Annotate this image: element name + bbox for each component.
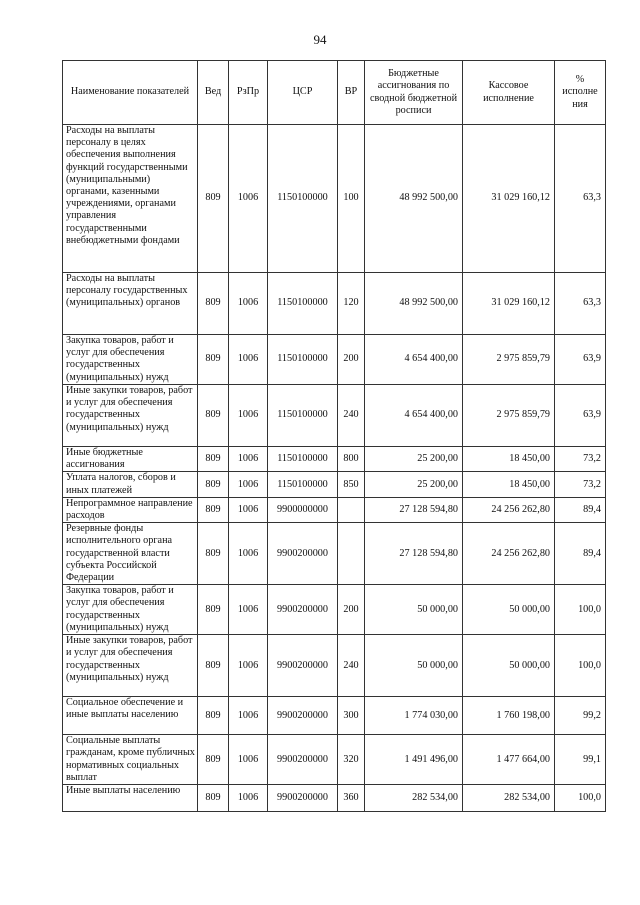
row-name: Иные бюджетные ассигнования [63, 447, 198, 472]
row-ved: 809 [198, 125, 229, 273]
row-csr: 9900200000 [268, 635, 338, 697]
row-cash: 2 975 859,79 [463, 385, 555, 447]
row-csr: 9900200000 [268, 523, 338, 585]
row-csr: 9900200000 [268, 785, 338, 812]
row-cash: 1 477 664,00 [463, 735, 555, 785]
row-vr: 120 [338, 273, 365, 335]
row-assignments: 27 128 594,80 [365, 497, 463, 522]
row-name: Расходы на выплаты персоналу государственных (муниципальных) органов [63, 273, 198, 335]
row-name: Резервные фонды исполнительного органа государственной власти субъекта Российской Федерации [63, 523, 198, 585]
row-rzpr: 1006 [229, 735, 268, 785]
table-row [63, 697, 606, 735]
row-name: Закупка товаров, работ и услуг для обеспечения государственных (муниципальных) нужд [63, 585, 198, 635]
page-number: 94 [313, 32, 327, 47]
row-percent: 99,2 [555, 697, 606, 735]
row-csr: 9900000000 [268, 497, 338, 522]
row-cash: 31 029 160,12 [463, 125, 555, 273]
table-row [63, 523, 606, 585]
row-cash: 18 450,00 [463, 472, 555, 497]
header-percent: % исполне ния [555, 61, 606, 125]
row-vr: 200 [338, 585, 365, 635]
row-percent: 63,3 [555, 125, 606, 273]
row-ved: 809 [198, 523, 229, 585]
row-rzpr: 1006 [229, 523, 268, 585]
row-rzpr: 1006 [229, 635, 268, 697]
row-percent: 73,2 [555, 447, 606, 472]
table-row [63, 635, 606, 697]
header-name: Наименование показателей [63, 61, 198, 125]
row-percent: 99,1 [555, 735, 606, 785]
row-assignments: 1 774 030,00 [365, 697, 463, 735]
row-rzpr: 1006 [229, 785, 268, 812]
row-rzpr: 1006 [229, 273, 268, 335]
row-percent: 73,2 [555, 472, 606, 497]
row-cash: 31 029 160,12 [463, 273, 555, 335]
row-cash: 282 534,00 [463, 785, 555, 812]
table-row [63, 447, 606, 472]
row-assignments: 4 654 400,00 [365, 335, 463, 385]
row-name: Закупка товаров, работ и услуг для обеспечения государственных (муниципальных) нужд [63, 335, 198, 385]
row-csr: 1150100000 [268, 335, 338, 385]
row-name: Социальные выплаты гражданам, кроме публичных нормативных социальных выплат [63, 735, 198, 785]
row-ved: 809 [198, 273, 229, 335]
row-vr: 850 [338, 472, 365, 497]
row-rzpr: 1006 [229, 697, 268, 735]
row-ved: 809 [198, 635, 229, 697]
row-csr: 1150100000 [268, 385, 338, 447]
row-assignments: 50 000,00 [365, 635, 463, 697]
row-assignments: 25 200,00 [365, 447, 463, 472]
row-rzpr: 1006 [229, 335, 268, 385]
budget-execution-table [62, 60, 606, 812]
header-cash-execution: Кассовое исполнение [463, 61, 555, 125]
table-header-row [63, 61, 606, 125]
header-assignments: Бюджетные ассигнования по сводной бюджетной росписи [365, 61, 463, 125]
row-percent: 63,9 [555, 335, 606, 385]
row-cash: 2 975 859,79 [463, 335, 555, 385]
table-row [63, 585, 606, 635]
table-row [63, 472, 606, 497]
row-rzpr: 1006 [229, 125, 268, 273]
table-row [63, 785, 606, 812]
row-percent: 100,0 [555, 635, 606, 697]
row-csr: 1150100000 [268, 273, 338, 335]
row-ved: 809 [198, 447, 229, 472]
row-assignments: 4 654 400,00 [365, 385, 463, 447]
row-ved: 809 [198, 497, 229, 522]
row-vr: 200 [338, 335, 365, 385]
row-csr: 1150100000 [268, 472, 338, 497]
row-csr: 1150100000 [268, 447, 338, 472]
row-percent: 100,0 [555, 785, 606, 812]
row-rzpr: 1006 [229, 585, 268, 635]
row-percent: 89,4 [555, 523, 606, 585]
row-name: Уплата налогов, сборов и иных платежей [63, 472, 198, 497]
row-vr: 240 [338, 385, 365, 447]
header-ved: Вед [198, 61, 229, 125]
row-rzpr: 1006 [229, 497, 268, 522]
row-name: Непрограммное направление расходов [63, 497, 198, 522]
row-ved: 809 [198, 472, 229, 497]
header-csr: ЦСР [268, 61, 338, 125]
row-rzpr: 1006 [229, 472, 268, 497]
row-assignments: 25 200,00 [365, 472, 463, 497]
row-name: Социальное обеспечение и иные выплаты населению [63, 697, 198, 735]
header-rzpr: РзПр [229, 61, 268, 125]
table-row [63, 385, 606, 447]
row-rzpr: 1006 [229, 385, 268, 447]
row-assignments: 27 128 594,80 [365, 523, 463, 585]
row-cash: 18 450,00 [463, 447, 555, 472]
table-row [63, 735, 606, 785]
row-vr: 100 [338, 125, 365, 273]
row-vr: 240 [338, 635, 365, 697]
row-name: Расходы на выплаты персоналу в целях обеспечения выполнения функций государственными (муниципальными) органами, казенными учреждениями, органами управления государственными внебюджетными фондами [63, 125, 198, 273]
row-ved: 809 [198, 735, 229, 785]
row-ved: 809 [198, 697, 229, 735]
row-name: Иные выплаты населению [63, 785, 198, 812]
row-assignments: 1 491 496,00 [365, 735, 463, 785]
row-vr: 360 [338, 785, 365, 812]
row-assignments: 48 992 500,00 [365, 273, 463, 335]
row-percent: 63,9 [555, 385, 606, 447]
row-vr: 320 [338, 735, 365, 785]
row-vr [338, 523, 365, 585]
row-rzpr: 1006 [229, 447, 268, 472]
row-cash: 1 760 198,00 [463, 697, 555, 735]
row-assignments: 48 992 500,00 [365, 125, 463, 273]
row-ved: 809 [198, 785, 229, 812]
row-percent: 63,3 [555, 273, 606, 335]
row-cash: 24 256 262,80 [463, 497, 555, 522]
table-row [63, 125, 606, 273]
row-vr: 300 [338, 697, 365, 735]
row-cash: 50 000,00 [463, 585, 555, 635]
row-csr: 9900200000 [268, 735, 338, 785]
row-assignments: 50 000,00 [365, 585, 463, 635]
table-row [63, 273, 606, 335]
row-csr: 9900200000 [268, 585, 338, 635]
row-cash: 50 000,00 [463, 635, 555, 697]
table-row [63, 497, 606, 522]
row-name: Иные закупки товаров, работ и услуг для обеспечения государственных (муниципальных) нужд [63, 635, 198, 697]
row-csr: 9900200000 [268, 697, 338, 735]
row-name: Иные закупки товаров, работ и услуг для обеспечения государственных (муниципальных) нужд [63, 385, 198, 447]
row-vr [338, 497, 365, 522]
row-percent: 89,4 [555, 497, 606, 522]
row-assignments: 282 534,00 [365, 785, 463, 812]
header-vr: ВР [338, 61, 365, 125]
row-ved: 809 [198, 585, 229, 635]
table-row [63, 335, 606, 385]
row-cash: 24 256 262,80 [463, 523, 555, 585]
row-csr: 1150100000 [268, 125, 338, 273]
row-ved: 809 [198, 385, 229, 447]
row-ved: 809 [198, 335, 229, 385]
row-percent: 100,0 [555, 585, 606, 635]
row-vr: 800 [338, 447, 365, 472]
